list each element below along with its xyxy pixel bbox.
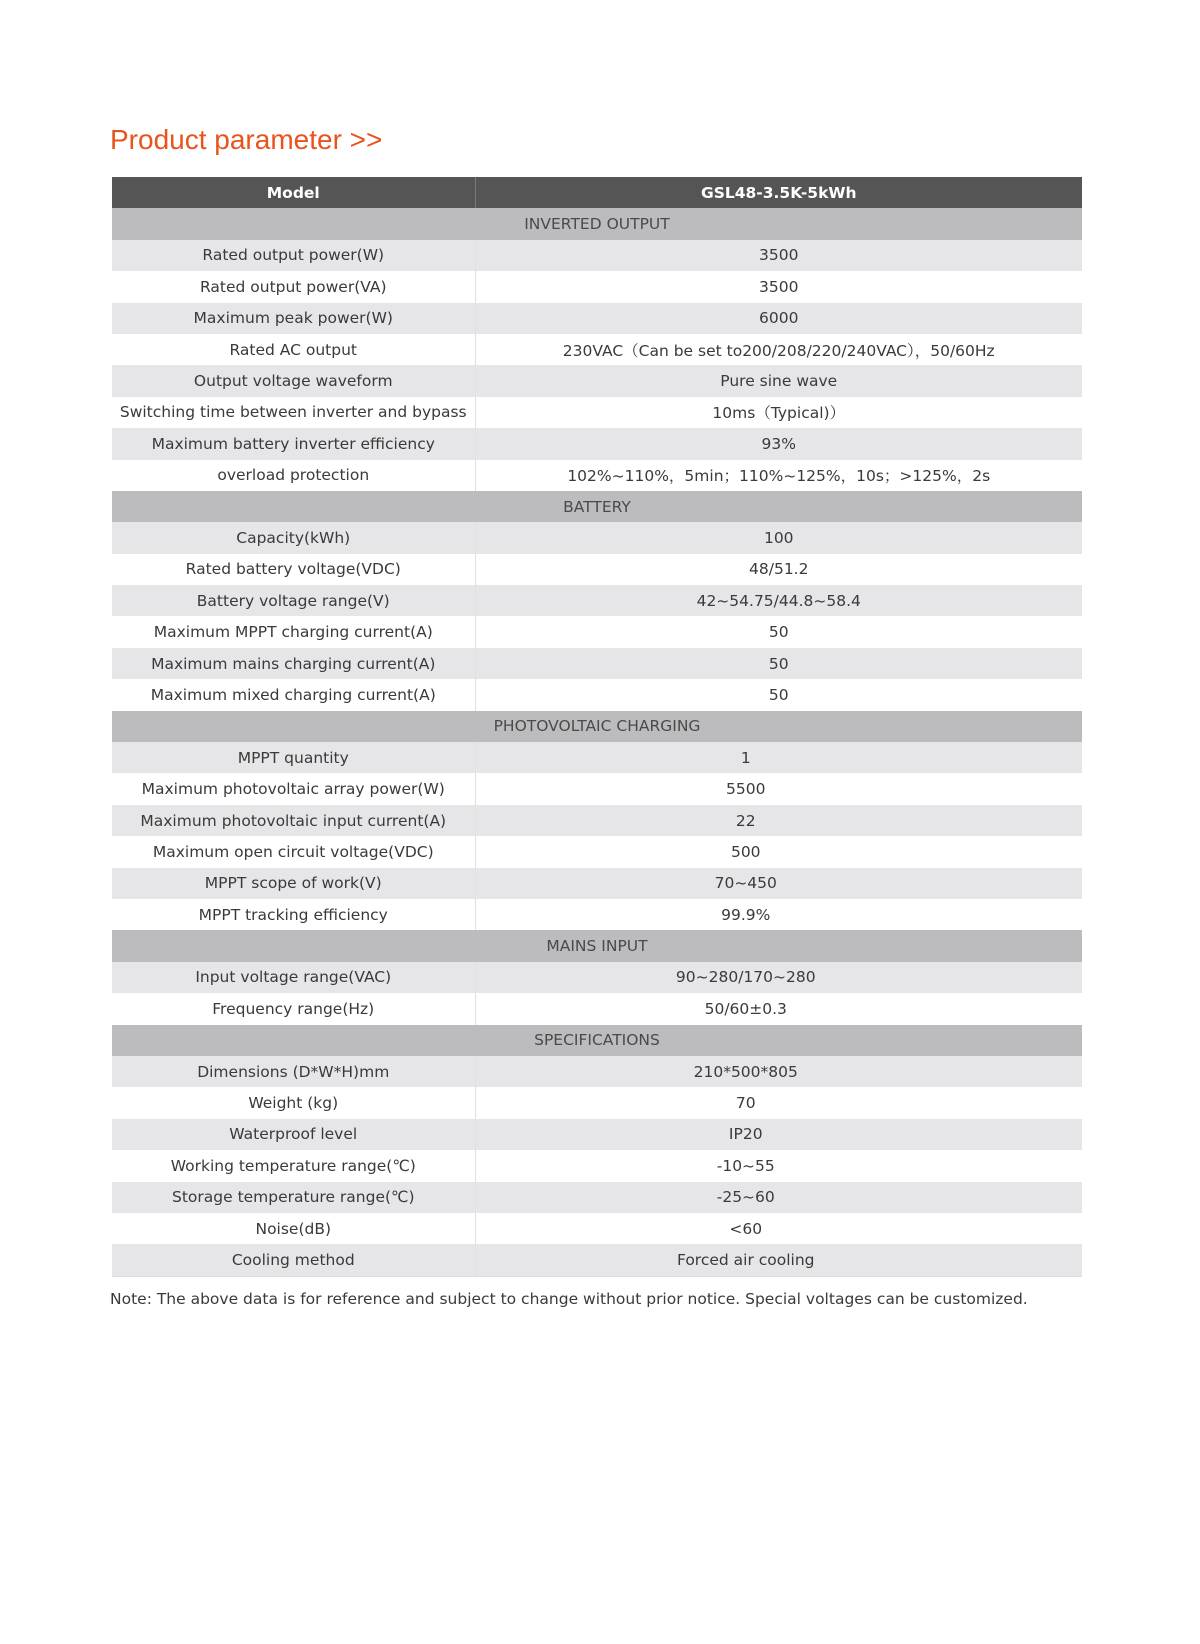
table-row (112, 1087, 1082, 1118)
table-header-row (112, 177, 1082, 208)
table-row (112, 460, 1082, 491)
section-title: SPECIFICATIONS (112, 1025, 1082, 1056)
section-title: BATTERY (112, 491, 1082, 522)
row-value: -10~55 (475, 1150, 1082, 1181)
row-value: -25~60 (475, 1182, 1082, 1213)
row-value: 99.9% (475, 899, 1082, 930)
row-value: 3500 (475, 271, 1082, 302)
table-row (112, 334, 1082, 365)
table-row (112, 899, 1082, 930)
table-row (112, 397, 1082, 428)
row-label: Working temperature range(℃) (112, 1150, 475, 1181)
row-label: Input voltage range(VAC) (112, 962, 475, 993)
footnote: Note: The above data is for reference and subject to change without prior notice. Special voltages can be customized. (110, 1290, 1028, 1308)
table-row (112, 1150, 1082, 1181)
table-row (112, 554, 1082, 585)
table-row (112, 1182, 1082, 1213)
row-value: 50/60±0.3 (475, 993, 1082, 1024)
row-value: 70 (475, 1087, 1082, 1118)
table-row (112, 836, 1082, 867)
row-value: 102%~110%，5min；110%~125%，10s；>125%，2s (475, 460, 1082, 491)
table-row (112, 868, 1082, 899)
row-value: 500 (475, 836, 1082, 867)
table-row (112, 585, 1082, 616)
table-body (112, 208, 1082, 1276)
row-value: Forced air cooling (475, 1244, 1082, 1276)
section-row (112, 930, 1082, 961)
row-label: Noise(dB) (112, 1213, 475, 1244)
table-row (112, 648, 1082, 679)
table-row (112, 773, 1082, 804)
table-row (112, 271, 1082, 302)
row-label: MPPT tracking efficiency (112, 899, 475, 930)
row-value: 42~54.75/44.8~58.4 (475, 585, 1082, 616)
table-row (112, 1119, 1082, 1150)
table-row (112, 1056, 1082, 1087)
row-value: 48/51.2 (475, 554, 1082, 585)
row-label: MPPT scope of work(V) (112, 868, 475, 899)
table-row (112, 805, 1082, 836)
row-label: Maximum peak power(W) (112, 303, 475, 334)
row-label: Maximum photovoltaic array power(W) (112, 773, 475, 804)
table-row (112, 742, 1082, 773)
row-value: 230VAC（Can be set to200/208/220/240VAC），50/60Hz (475, 334, 1082, 365)
row-label: Rated output power(VA) (112, 271, 475, 302)
table-row (112, 679, 1082, 710)
table-row (112, 1244, 1082, 1276)
row-value: 1 (475, 742, 1082, 773)
row-value: 100 (475, 522, 1082, 553)
section-title: INVERTED OUTPUT (112, 208, 1082, 239)
table-row (112, 1213, 1082, 1244)
row-label: Cooling method (112, 1244, 475, 1276)
row-value: <60 (475, 1213, 1082, 1244)
row-label: Maximum MPPT charging current(A) (112, 616, 475, 647)
table-row (112, 616, 1082, 647)
row-label: Storage temperature range(℃) (112, 1182, 475, 1213)
row-value: 50 (475, 679, 1082, 710)
row-label: Maximum mixed charging current(A) (112, 679, 475, 710)
row-value: 93% (475, 428, 1082, 459)
row-value: 3500 (475, 240, 1082, 271)
table-row (112, 240, 1082, 271)
row-value: 90~280/170~280 (475, 962, 1082, 993)
row-value: 22 (475, 805, 1082, 836)
row-value: 50 (475, 648, 1082, 679)
section-row (112, 1025, 1082, 1056)
section-row (112, 491, 1082, 522)
row-label: Dimensions (D*W*H)mm (112, 1056, 475, 1087)
row-label: Maximum open circuit voltage(VDC) (112, 836, 475, 867)
row-label: MPPT quantity (112, 742, 475, 773)
row-label: overload protection (112, 460, 475, 491)
row-label: Capacity(kWh) (112, 522, 475, 553)
row-label: Maximum battery inverter efficiency (112, 428, 475, 459)
row-value: 210*500*805 (475, 1056, 1082, 1087)
table-row (112, 522, 1082, 553)
row-value: 70~450 (475, 868, 1082, 899)
header-model-value: GSL48-3.5K-5kWh (475, 177, 1082, 208)
section-row (112, 208, 1082, 239)
row-value: Pure sine wave (475, 365, 1082, 396)
row-label: Output voltage waveform (112, 365, 475, 396)
section-title: MAINS INPUT (112, 930, 1082, 961)
row-label: Maximum photovoltaic input current(A) (112, 805, 475, 836)
table-row (112, 303, 1082, 334)
row-value: 10ms（Typical)） (475, 397, 1082, 428)
row-value: 6000 (475, 303, 1082, 334)
row-label: Switching time between inverter and bypass (112, 397, 475, 428)
row-label: Rated battery voltage(VDC) (112, 554, 475, 585)
row-label: Maximum mains charging current(A) (112, 648, 475, 679)
row-label: Weight (kg) (112, 1087, 475, 1118)
row-label: Rated AC output (112, 334, 475, 365)
row-label: Rated output power(W) (112, 240, 475, 271)
table-row (112, 962, 1082, 993)
row-value: 5500 (475, 773, 1082, 804)
table-row (112, 365, 1082, 396)
section-title: PHOTOVOLTAIC CHARGING (112, 711, 1082, 742)
row-label: Waterproof level (112, 1119, 475, 1150)
table-row (112, 428, 1082, 459)
row-label: Frequency range(Hz) (112, 993, 475, 1024)
header-model-label: Model (112, 177, 475, 208)
row-value: IP20 (475, 1119, 1082, 1150)
row-label: Battery voltage range(V) (112, 585, 475, 616)
table-row (112, 993, 1082, 1024)
product-parameter-table (112, 177, 1082, 1277)
section-row (112, 711, 1082, 742)
row-value: 50 (475, 616, 1082, 647)
page-title: Product parameter >> (110, 124, 383, 155)
